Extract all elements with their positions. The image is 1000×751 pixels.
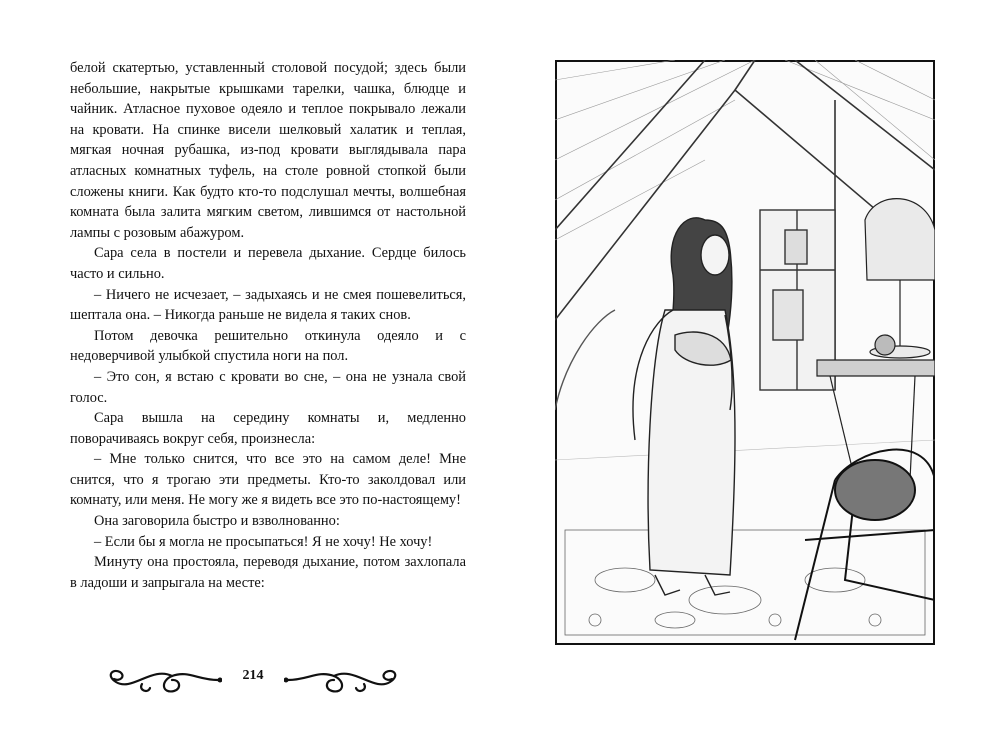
text-column: [70, 58, 466, 593]
paragraph: – Если бы я могла не просыпаться! Я не хочу! Не хочу!: [94, 533, 433, 550]
paragraph: белой скатертью, уставленный столовой посудой; здесь были небольшие, накрытые крышками тарелки, чашка, блюдце и чайник. Атласное пуховое одеяло и теплое покрывало лежали на кровати. На спинке висели шелковый халатик и теплая, мягкая ночная рубашка, из-под кровати выглядывала пара атласных комнатных туфель, на столе ровной стопкой были сложены книги. Как будто кто-то подслушал мечты, волшебная комната была залита мягким светом, лившимся от настольной лампы с розовым абажуром.: [70, 60, 466, 241]
paragraph: Сара вышла на середину комнаты и, медленно поворачиваясь вокруг себя, произнесла:: [70, 410, 466, 447]
paragraph: Потом девочка решительно откинула одеяло и с недоверчивой улыбкой спустила ноги на пол.: [70, 327, 466, 365]
paragraph: – Это сон, я встаю с кровати во сне, – она не узнала свой голос.: [70, 368, 466, 406]
paragraph: – Мне только снится, что все это на самом деле! Мне снится, что я трогаю эти предметы. Кто-то заколдовал или комнату, или меня. Не могу же я видеть все это по-настоящему!: [70, 451, 466, 509]
left-scroll-ornament-icon: [102, 666, 222, 696]
right-scroll-ornament-icon: [284, 666, 404, 696]
paragraph: Она заговорила быстро и взволнованно:: [94, 513, 340, 530]
pencil-illustration: [555, 60, 935, 645]
paragraph: – Ничего не исчезает, – задыхаясь и не смея пошевелиться, шептала она. – Никогда раньше не видела я таких снов.: [70, 286, 466, 324]
page-number: 214: [242, 668, 264, 683]
paragraph: Сара села в постели и перевела дыхание. Сердце билось часто и сильно.: [70, 245, 466, 282]
folio: [92, 660, 412, 700]
paragraph: Минуту она простояла, переводя дыхание, потом захлопала в ладоши и запрыгала на месте:: [70, 554, 466, 591]
